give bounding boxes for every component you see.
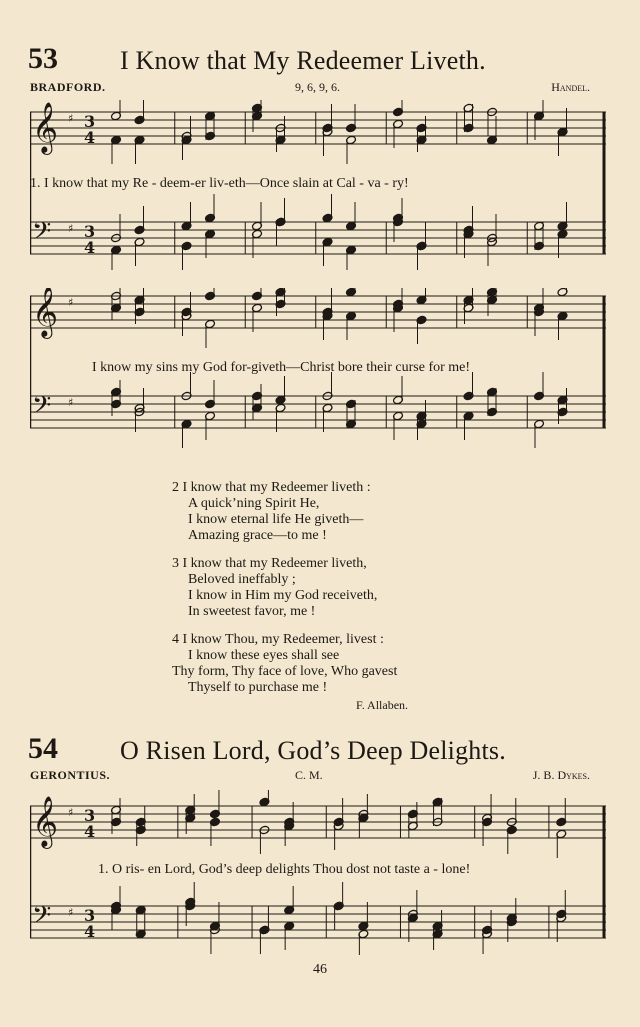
- tune-name: BRADFORD.: [30, 80, 106, 94]
- stanza: [172, 556, 472, 620]
- key-sharp-icon: ♯: [68, 112, 74, 125]
- verse-line: I know these eyes shall see: [188, 648, 340, 663]
- page-number: 46: [313, 962, 327, 977]
- key-sharp-icon: ♯: [68, 296, 74, 309]
- hymn-title: O Risen Lord, God’s Deep Delights.: [120, 736, 506, 765]
- verse-line: In sweetest favor, me !: [188, 604, 316, 619]
- author-credit: F. Allaben.: [356, 698, 409, 712]
- verse-text: I know that my Redeemer liveth :: [182, 480, 371, 495]
- meter: 9, 6, 9, 6.: [295, 80, 340, 94]
- time-signature-bottom: 4: [84, 822, 96, 841]
- verse-line: Thy form, Thy face of love, Who gavest: [172, 664, 398, 679]
- time-signature-bottom: 4: [84, 922, 96, 941]
- bass-clef-icon: 𝄢: [32, 217, 52, 252]
- verse-line: I know in Him my God receiveth,: [188, 588, 378, 603]
- time-signature-bottom: 4: [84, 238, 96, 257]
- time-signature-top: 3: [84, 222, 96, 241]
- verse-line: Amazing grace—to me !: [188, 528, 327, 543]
- treble-clef-icon: 𝄞: [32, 102, 59, 153]
- time-signature-bottom: 4: [84, 128, 96, 147]
- composer: J. B. Dykes.: [532, 768, 590, 782]
- lyric-line: I know my sins my God for-giveth—Christ bore their curse for me!: [92, 360, 471, 375]
- lyric-line: 1. O ris- en Lord, God’s deep delights Thou dost not taste a - lone!: [98, 862, 471, 877]
- tune-name: GERONTIUS.: [30, 768, 111, 782]
- key-sharp-icon: ♯: [68, 222, 74, 235]
- hymn-title: I Know that My Redeemer Liveth.: [120, 46, 486, 75]
- verse-text: I know Thou, my Redeemer, livest :: [182, 632, 384, 647]
- time-signature-top: 3: [84, 906, 96, 925]
- composer: Handel.: [551, 80, 590, 94]
- meter: C. M.: [295, 768, 323, 782]
- treble-clef-icon: 𝄞: [32, 796, 59, 847]
- verse-line: Beloved ineffably ;: [188, 572, 296, 587]
- stanza-number: 4: [172, 632, 179, 647]
- hymn-54-header: [0, 732, 640, 772]
- verse-line: I know eternal life He giveth—: [188, 512, 364, 527]
- bass-clef-icon: 𝄢: [32, 901, 52, 936]
- stanza: [172, 480, 472, 544]
- hymn-number: 53: [28, 42, 58, 75]
- verse-line: A quick’ning Spirit He,: [188, 496, 320, 511]
- hymn-54-meta: [30, 768, 590, 786]
- verse-line: Thyself to purchase me !: [188, 680, 328, 695]
- verse-line: [172, 632, 472, 648]
- verse-line: [172, 556, 472, 572]
- lyric-line: 1. I know that my Re - deem-er liv-eth—Once slain at Cal - va - ry!: [30, 176, 409, 191]
- key-sharp-icon: ♯: [68, 396, 74, 409]
- time-signature-top: 3: [84, 112, 96, 131]
- verse-line: [172, 480, 472, 496]
- hymn-53-meta: [30, 80, 590, 98]
- hymn-number: 54: [28, 732, 58, 765]
- bass-clef-icon: 𝄢: [32, 391, 52, 426]
- verse-text: I know that my Redeemer liveth,: [182, 556, 367, 571]
- stanza-number: 2: [172, 480, 179, 495]
- key-sharp-icon: ♯: [68, 806, 74, 819]
- time-signature-top: 3: [84, 806, 96, 825]
- hymn-53-header: [0, 42, 640, 82]
- verses: [172, 480, 472, 708]
- key-sharp-icon: ♯: [68, 906, 74, 919]
- treble-clef-icon: 𝄞: [32, 288, 59, 337]
- stanza-number: 3: [172, 556, 179, 571]
- stanza: [172, 632, 472, 696]
